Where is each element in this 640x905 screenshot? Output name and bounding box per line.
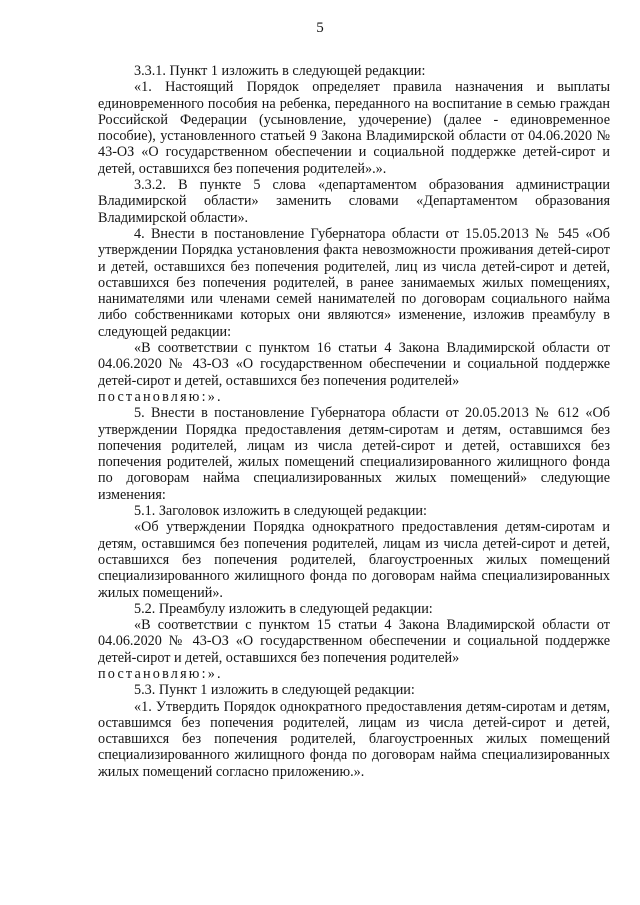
paragraph-3-3-2: 3.3.2. В пункте 5 слова «департаментом образования администрации Владимирской области» заменить словами «Департаментом образования Владимирской области». — [98, 177, 610, 226]
paragraph-5: 5. Внести в постановление Губернатора области от 20.05.2013 № 612 «Об утверждении Порядка предоставления детям-сиротам и детям, оставшимся без попечения родителей, лицам из числа детей-сирот и детей, оставшихся без попечения родителей, жилых помещений специализированного жилищного фонда по договорам найма специализированных жилых помещений» следующие изменения: — [98, 405, 610, 503]
paragraph-5-1: 5.1. Заголовок изложить в следующей редакции: — [134, 503, 427, 520]
document-body — [98, 63, 610, 780]
paragraph-4: 4. Внести в постановление Губернатора области от 15.05.2013 № 545 «Об утверждении Порядка установления факта невозможности проживания детей-сирот и детей, оставшихся без попечения родителей, лиц из числа детей-сирот и детей, оставшихся без попечения родителей, в ранее занимаемых жилых помещениях, нанимателями или членами семей нанимателей по договорам социального найма либо собственниками которых они являются» изменение, изложив преамбулу в следующей редакции: — [98, 225, 610, 340]
paragraph-4-preamble: «В соответствии с пунктом 16 статьи 4 Закона Владимирской области от 04.06.2020 № 43-ОЗ «О государственном обеспечении и социальной поддержке детей-сирот и детей, оставшихся без попечения родителей» — [98, 340, 610, 389]
paragraph-5-1-title: «Об утверждении Порядка однократного предоставления детям-сиротам и детям, оставшимся без попечения родителей, лицам из числа детей-сирот и детей, оставшихся без попечения родителей, благоустроенных жилых помещений специализированного жилищного фонда по договорам найма специализированных жилых помещений». — [98, 519, 610, 601]
paragraph-5-3-text: «1. Утвердить Порядок однократного предоставления детям-сиротам и детям, оставшимся без попечения родителей, лицам из числа детей-сирот и детей, оставшихся без попечения родителей, благоустроенных жилых помещений специализированного жилищного фонда по договорам найма специализированных жилых помещений согласно приложению.». — [98, 698, 610, 780]
decree-word-2: постановляю:». — [98, 665, 223, 682]
decree-word-1: постановляю:». — [98, 388, 223, 405]
paragraph-3-3-1: 3.3.1. Пункт 1 изложить в следующей редакции: — [134, 63, 426, 79]
paragraph-3-3-1-text: «1. Настоящий Порядок определяет правила назначения и выплаты единовременного пособия на ребенка, переданного на воспитание в семью граждан Российской Федерации (усыновление, удочерение) (далее - единовременное пособие), установленного статьей 9 Закона Владимирской области от 04.06.2020 № 43-ОЗ «О государственном обеспечении и социальной поддержке детей-сирот и детей, оставшихся без попечения родителей».». — [98, 79, 610, 177]
paragraph-5-2: 5.2. Преамбулу изложить в следующей редакции: — [134, 600, 433, 617]
paragraph-5-3: 5.3. Пункт 1 изложить в следующей редакции: — [134, 682, 415, 699]
page-number: 5 — [316, 20, 324, 36]
paragraph-5-2-preamble: «В соответствии с пунктом 15 статьи 4 Закона Владимирской области от 04.06.2020 № 43-ОЗ «О государственном обеспечении и социальной поддержке детей-сирот и детей, оставшихся без попечения родителей» — [98, 617, 610, 666]
